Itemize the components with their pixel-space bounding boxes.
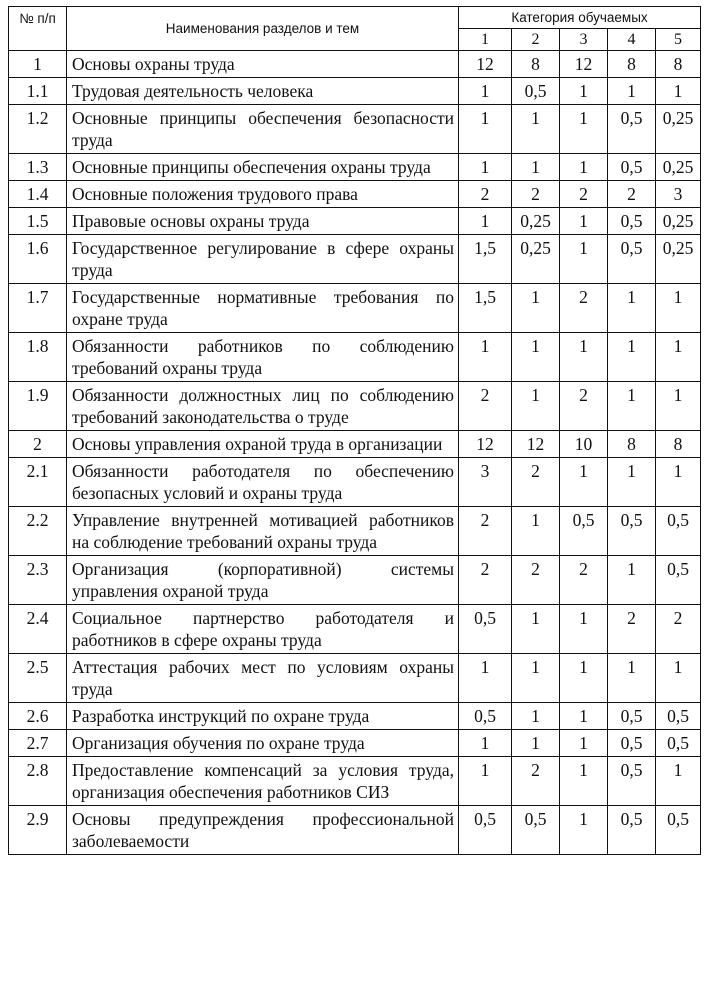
row-hours-category-1: 12 <box>459 431 512 458</box>
row-hours-category-1: 0,5 <box>459 806 512 855</box>
row-hours-category-1: 1 <box>459 333 512 382</box>
row-hours-category-2: 1 <box>512 654 560 703</box>
row-hours-category-1: 1,5 <box>459 284 512 333</box>
row-topic-name: Предоставление компенсаций за условия труда, организация обеспечения работников СИЗ <box>67 757 459 806</box>
row-hours-category-2: 1 <box>512 507 560 556</box>
row-hours-category-2: 1 <box>512 105 560 154</box>
row-topic-name: Управление внутренней мотивацией работников на соблюдение требований охраны труда <box>67 507 459 556</box>
row-hours-category-2: 0,5 <box>512 806 560 855</box>
table-row <box>9 730 701 757</box>
curriculum-table <box>8 6 701 855</box>
row-hours-category-5: 0,5 <box>656 730 701 757</box>
row-hours-category-5: 8 <box>656 431 701 458</box>
row-number: 2 <box>9 431 67 458</box>
header-category: Категория обучаемых <box>459 7 701 29</box>
row-hours-category-1: 3 <box>459 458 512 507</box>
row-number: 1.7 <box>9 284 67 333</box>
row-hours-category-5: 1 <box>656 458 701 507</box>
row-hours-category-5: 1 <box>656 284 701 333</box>
row-hours-category-1: 1 <box>459 78 512 105</box>
row-hours-category-3: 1 <box>560 730 608 757</box>
row-hours-category-3: 10 <box>560 431 608 458</box>
row-hours-category-5: 1 <box>656 78 701 105</box>
row-hours-category-3: 2 <box>560 382 608 431</box>
row-number: 1.6 <box>9 235 67 284</box>
row-topic-name: Обязанности работодателя по обеспечению безопасных условий и охраны труда <box>67 458 459 507</box>
header-category-1: 1 <box>459 29 512 51</box>
table-body <box>9 51 701 855</box>
row-number: 2.3 <box>9 556 67 605</box>
row-hours-category-2: 2 <box>512 757 560 806</box>
table-row <box>9 458 701 507</box>
row-hours-category-2: 12 <box>512 431 560 458</box>
row-hours-category-1: 1 <box>459 105 512 154</box>
row-hours-category-4: 1 <box>608 382 656 431</box>
row-hours-category-5: 0,5 <box>656 703 701 730</box>
row-topic-name: Трудовая деятельность человека <box>67 78 459 105</box>
row-hours-category-5: 3 <box>656 181 701 208</box>
row-hours-category-5: 0,5 <box>656 806 701 855</box>
row-hours-category-5: 0,25 <box>656 235 701 284</box>
row-number: 1.9 <box>9 382 67 431</box>
row-hours-category-5: 1 <box>656 333 701 382</box>
row-number: 2.4 <box>9 605 67 654</box>
row-topic-name: Разработка инструкций по охране труда <box>67 703 459 730</box>
table-row <box>9 507 701 556</box>
row-hours-category-4: 1 <box>608 458 656 507</box>
row-topic-name: Основы управления охраной труда в организации <box>67 431 459 458</box>
row-topic-name: Правовые основы охраны труда <box>67 208 459 235</box>
row-hours-category-3: 2 <box>560 181 608 208</box>
row-hours-category-1: 1 <box>459 208 512 235</box>
row-hours-category-2: 2 <box>512 181 560 208</box>
row-number: 1.2 <box>9 105 67 154</box>
row-hours-category-5: 0,25 <box>656 208 701 235</box>
row-hours-category-2: 2 <box>512 458 560 507</box>
row-hours-category-1: 0,5 <box>459 703 512 730</box>
row-hours-category-4: 1 <box>608 284 656 333</box>
header-category-2: 2 <box>512 29 560 51</box>
row-topic-name: Государственное регулирование в сфере охраны труда <box>67 235 459 284</box>
row-number: 1.1 <box>9 78 67 105</box>
row-hours-category-2: 0,5 <box>512 78 560 105</box>
table-row <box>9 181 701 208</box>
row-number: 2.5 <box>9 654 67 703</box>
table-row <box>9 208 701 235</box>
row-hours-category-4: 1 <box>608 654 656 703</box>
row-topic-name: Организация (корпоративной) системы управления охраной труда <box>67 556 459 605</box>
row-hours-category-3: 1 <box>560 757 608 806</box>
row-hours-category-3: 12 <box>560 51 608 78</box>
row-hours-category-2: 0,25 <box>512 208 560 235</box>
row-hours-category-3: 2 <box>560 556 608 605</box>
row-hours-category-3: 1 <box>560 605 608 654</box>
table-row <box>9 382 701 431</box>
row-hours-category-5: 1 <box>656 757 701 806</box>
row-hours-category-3: 1 <box>560 78 608 105</box>
table-row <box>9 51 701 78</box>
table-row <box>9 78 701 105</box>
row-hours-category-3: 1 <box>560 333 608 382</box>
row-number: 2.1 <box>9 458 67 507</box>
row-hours-category-3: 1 <box>560 105 608 154</box>
row-hours-category-4: 0,5 <box>608 507 656 556</box>
row-hours-category-3: 0,5 <box>560 507 608 556</box>
row-hours-category-4: 0,5 <box>608 757 656 806</box>
table-row <box>9 333 701 382</box>
row-hours-category-3: 1 <box>560 208 608 235</box>
row-number: 1.3 <box>9 154 67 181</box>
row-hours-category-4: 1 <box>608 333 656 382</box>
row-hours-category-1: 1 <box>459 730 512 757</box>
row-hours-category-5: 1 <box>656 654 701 703</box>
document-page <box>8 6 700 855</box>
row-topic-name: Основные положения трудового права <box>67 181 459 208</box>
row-number: 1.4 <box>9 181 67 208</box>
header-category-5: 5 <box>656 29 701 51</box>
row-hours-category-1: 1 <box>459 757 512 806</box>
table-row <box>9 431 701 458</box>
table-row <box>9 806 701 855</box>
row-topic-name: Обязанности работников по соблюдению требований охраны труда <box>67 333 459 382</box>
row-hours-category-2: 1 <box>512 154 560 181</box>
row-topic-name: Организация обучения по охране труда <box>67 730 459 757</box>
row-topic-name: Аттестация рабочих мест по условиям охраны труда <box>67 654 459 703</box>
row-hours-category-2: 1 <box>512 730 560 757</box>
row-number: 1 <box>9 51 67 78</box>
table-row <box>9 284 701 333</box>
row-hours-category-5: 2 <box>656 605 701 654</box>
row-hours-category-5: 1 <box>656 382 701 431</box>
row-hours-category-4: 0,5 <box>608 154 656 181</box>
row-hours-category-5: 8 <box>656 51 701 78</box>
row-hours-category-1: 12 <box>459 51 512 78</box>
row-hours-category-1: 1,5 <box>459 235 512 284</box>
row-hours-category-2: 1 <box>512 703 560 730</box>
row-hours-category-3: 2 <box>560 284 608 333</box>
header-section-name: Наименования разделов и тем <box>67 7 459 51</box>
row-hours-category-4: 8 <box>608 51 656 78</box>
row-hours-category-2: 0,25 <box>512 235 560 284</box>
row-hours-category-4: 8 <box>608 431 656 458</box>
row-hours-category-5: 0,25 <box>656 154 701 181</box>
row-hours-category-4: 0,5 <box>608 208 656 235</box>
row-number: 2.9 <box>9 806 67 855</box>
row-number: 1.5 <box>9 208 67 235</box>
row-hours-category-5: 0,5 <box>656 556 701 605</box>
row-hours-category-4: 0,5 <box>608 703 656 730</box>
header-category-4: 4 <box>608 29 656 51</box>
row-hours-category-4: 2 <box>608 181 656 208</box>
table-row <box>9 105 701 154</box>
row-hours-category-1: 2 <box>459 556 512 605</box>
table-row <box>9 654 701 703</box>
row-hours-category-2: 1 <box>512 333 560 382</box>
row-hours-category-1: 1 <box>459 154 512 181</box>
row-hours-category-4: 0,5 <box>608 806 656 855</box>
table-row <box>9 757 701 806</box>
row-hours-category-1: 0,5 <box>459 605 512 654</box>
row-hours-category-2: 1 <box>512 284 560 333</box>
row-hours-category-3: 1 <box>560 154 608 181</box>
row-number: 2.8 <box>9 757 67 806</box>
row-hours-category-1: 2 <box>459 181 512 208</box>
row-topic-name: Основные принципы обеспечения охраны труда <box>67 154 459 181</box>
row-hours-category-1: 2 <box>459 507 512 556</box>
row-hours-category-2: 8 <box>512 51 560 78</box>
row-hours-category-3: 1 <box>560 458 608 507</box>
row-topic-name: Государственные нормативные требования по охране труда <box>67 284 459 333</box>
row-hours-category-1: 1 <box>459 654 512 703</box>
row-number: 2.2 <box>9 507 67 556</box>
row-hours-category-2: 1 <box>512 382 560 431</box>
row-hours-category-5: 0,25 <box>656 105 701 154</box>
row-number: 1.8 <box>9 333 67 382</box>
row-hours-category-4: 0,5 <box>608 730 656 757</box>
table-row <box>9 235 701 284</box>
row-hours-category-4: 2 <box>608 605 656 654</box>
row-hours-category-3: 1 <box>560 703 608 730</box>
table-row <box>9 605 701 654</box>
row-hours-category-2: 1 <box>512 605 560 654</box>
row-hours-category-3: 1 <box>560 806 608 855</box>
row-number: 2.6 <box>9 703 67 730</box>
header-category-3: 3 <box>560 29 608 51</box>
row-hours-category-4: 0,5 <box>608 235 656 284</box>
row-topic-name: Основные принципы обеспечения безопасности труда <box>67 105 459 154</box>
table-row <box>9 556 701 605</box>
row-topic-name: Основы охраны труда <box>67 51 459 78</box>
row-hours-category-5: 0,5 <box>656 507 701 556</box>
table-row <box>9 703 701 730</box>
table-row <box>9 154 701 181</box>
row-topic-name: Обязанности должностных лиц по соблюдению требований законодательства о труде <box>67 382 459 431</box>
row-topic-name: Основы предупреждения профессиональной заболеваемости <box>67 806 459 855</box>
row-hours-category-3: 1 <box>560 235 608 284</box>
row-hours-category-4: 0,5 <box>608 105 656 154</box>
header-number: № п/п <box>9 7 67 51</box>
row-hours-category-3: 1 <box>560 654 608 703</box>
row-hours-category-2: 2 <box>512 556 560 605</box>
table-header <box>9 7 701 51</box>
row-hours-category-4: 1 <box>608 556 656 605</box>
row-number: 2.7 <box>9 730 67 757</box>
row-topic-name: Социальное партнерство работодателя и работников в сфере охраны труда <box>67 605 459 654</box>
row-hours-category-1: 2 <box>459 382 512 431</box>
row-hours-category-4: 1 <box>608 78 656 105</box>
